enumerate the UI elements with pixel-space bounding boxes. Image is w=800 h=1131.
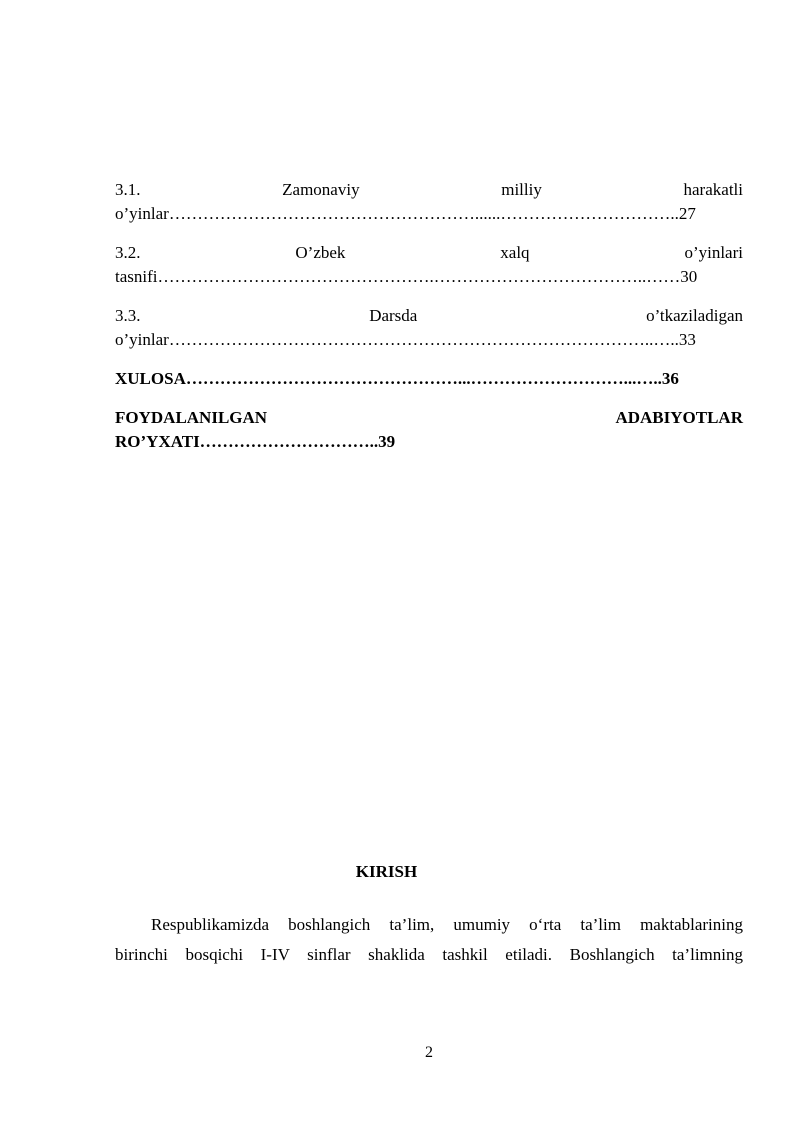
toc-entry-word: O’zbek <box>295 243 346 262</box>
toc-entry-number: 3.2. <box>115 243 141 262</box>
paragraph-line: birinchi bosqichi I-IV sinflar shaklida tashkil etiladi. Boshlangich ta’limning <box>115 945 743 964</box>
toc-entry-leader-line: tasnifi………………………………………….………………………………..……30 <box>115 267 698 286</box>
toc-references-heading <box>115 406 743 430</box>
toc-entry-leader-line: o’yinlar………………………………………………......…………………………..27 <box>115 204 696 223</box>
toc-entry-references <box>115 406 743 454</box>
toc-entry-word: Darsda <box>369 306 418 325</box>
toc-references-word: ADABIYOTLAR <box>615 408 743 427</box>
intro-paragraph <box>115 910 743 970</box>
table-of-contents <box>115 178 743 469</box>
page-number: 2 <box>425 1044 433 1061</box>
toc-entry-conclusion <box>115 367 743 391</box>
toc-entry-number: 3.1. <box>115 180 141 199</box>
toc-entry-word: Zamonaviy <box>282 180 360 199</box>
toc-entry-3-2 <box>115 241 743 289</box>
toc-entry-heading <box>115 178 743 202</box>
toc-entry-3-3 <box>115 304 743 352</box>
toc-entry-word: o’tkaziladigan <box>646 306 743 325</box>
toc-entry-heading <box>115 304 743 328</box>
toc-entry-leader-line: o’yinlar…………………………………………………………………………..…..33 <box>115 330 696 349</box>
toc-entry-word: o’yinlari <box>684 243 743 262</box>
toc-references-word: FOYDALANILGAN <box>115 408 268 427</box>
toc-entry-3-1 <box>115 178 743 226</box>
toc-entry-word: milliy <box>501 180 542 199</box>
toc-entry-word: xalq <box>500 243 530 262</box>
paragraph-line: Respublikamizda boshlangich ta’lim, umumiy o‘rta ta’lim maktablarining <box>151 915 743 934</box>
toc-conclusion-line: XULOSA…………………………………………...………………………...…..36 <box>115 369 679 388</box>
toc-entry-heading <box>115 241 743 265</box>
toc-references-leader-line: RO’YXATI…………………………..39 <box>115 432 396 451</box>
toc-entry-number: 3.3. <box>115 306 141 325</box>
section-title: KIRISH <box>355 862 418 881</box>
toc-entry-word: harakatli <box>683 180 743 199</box>
